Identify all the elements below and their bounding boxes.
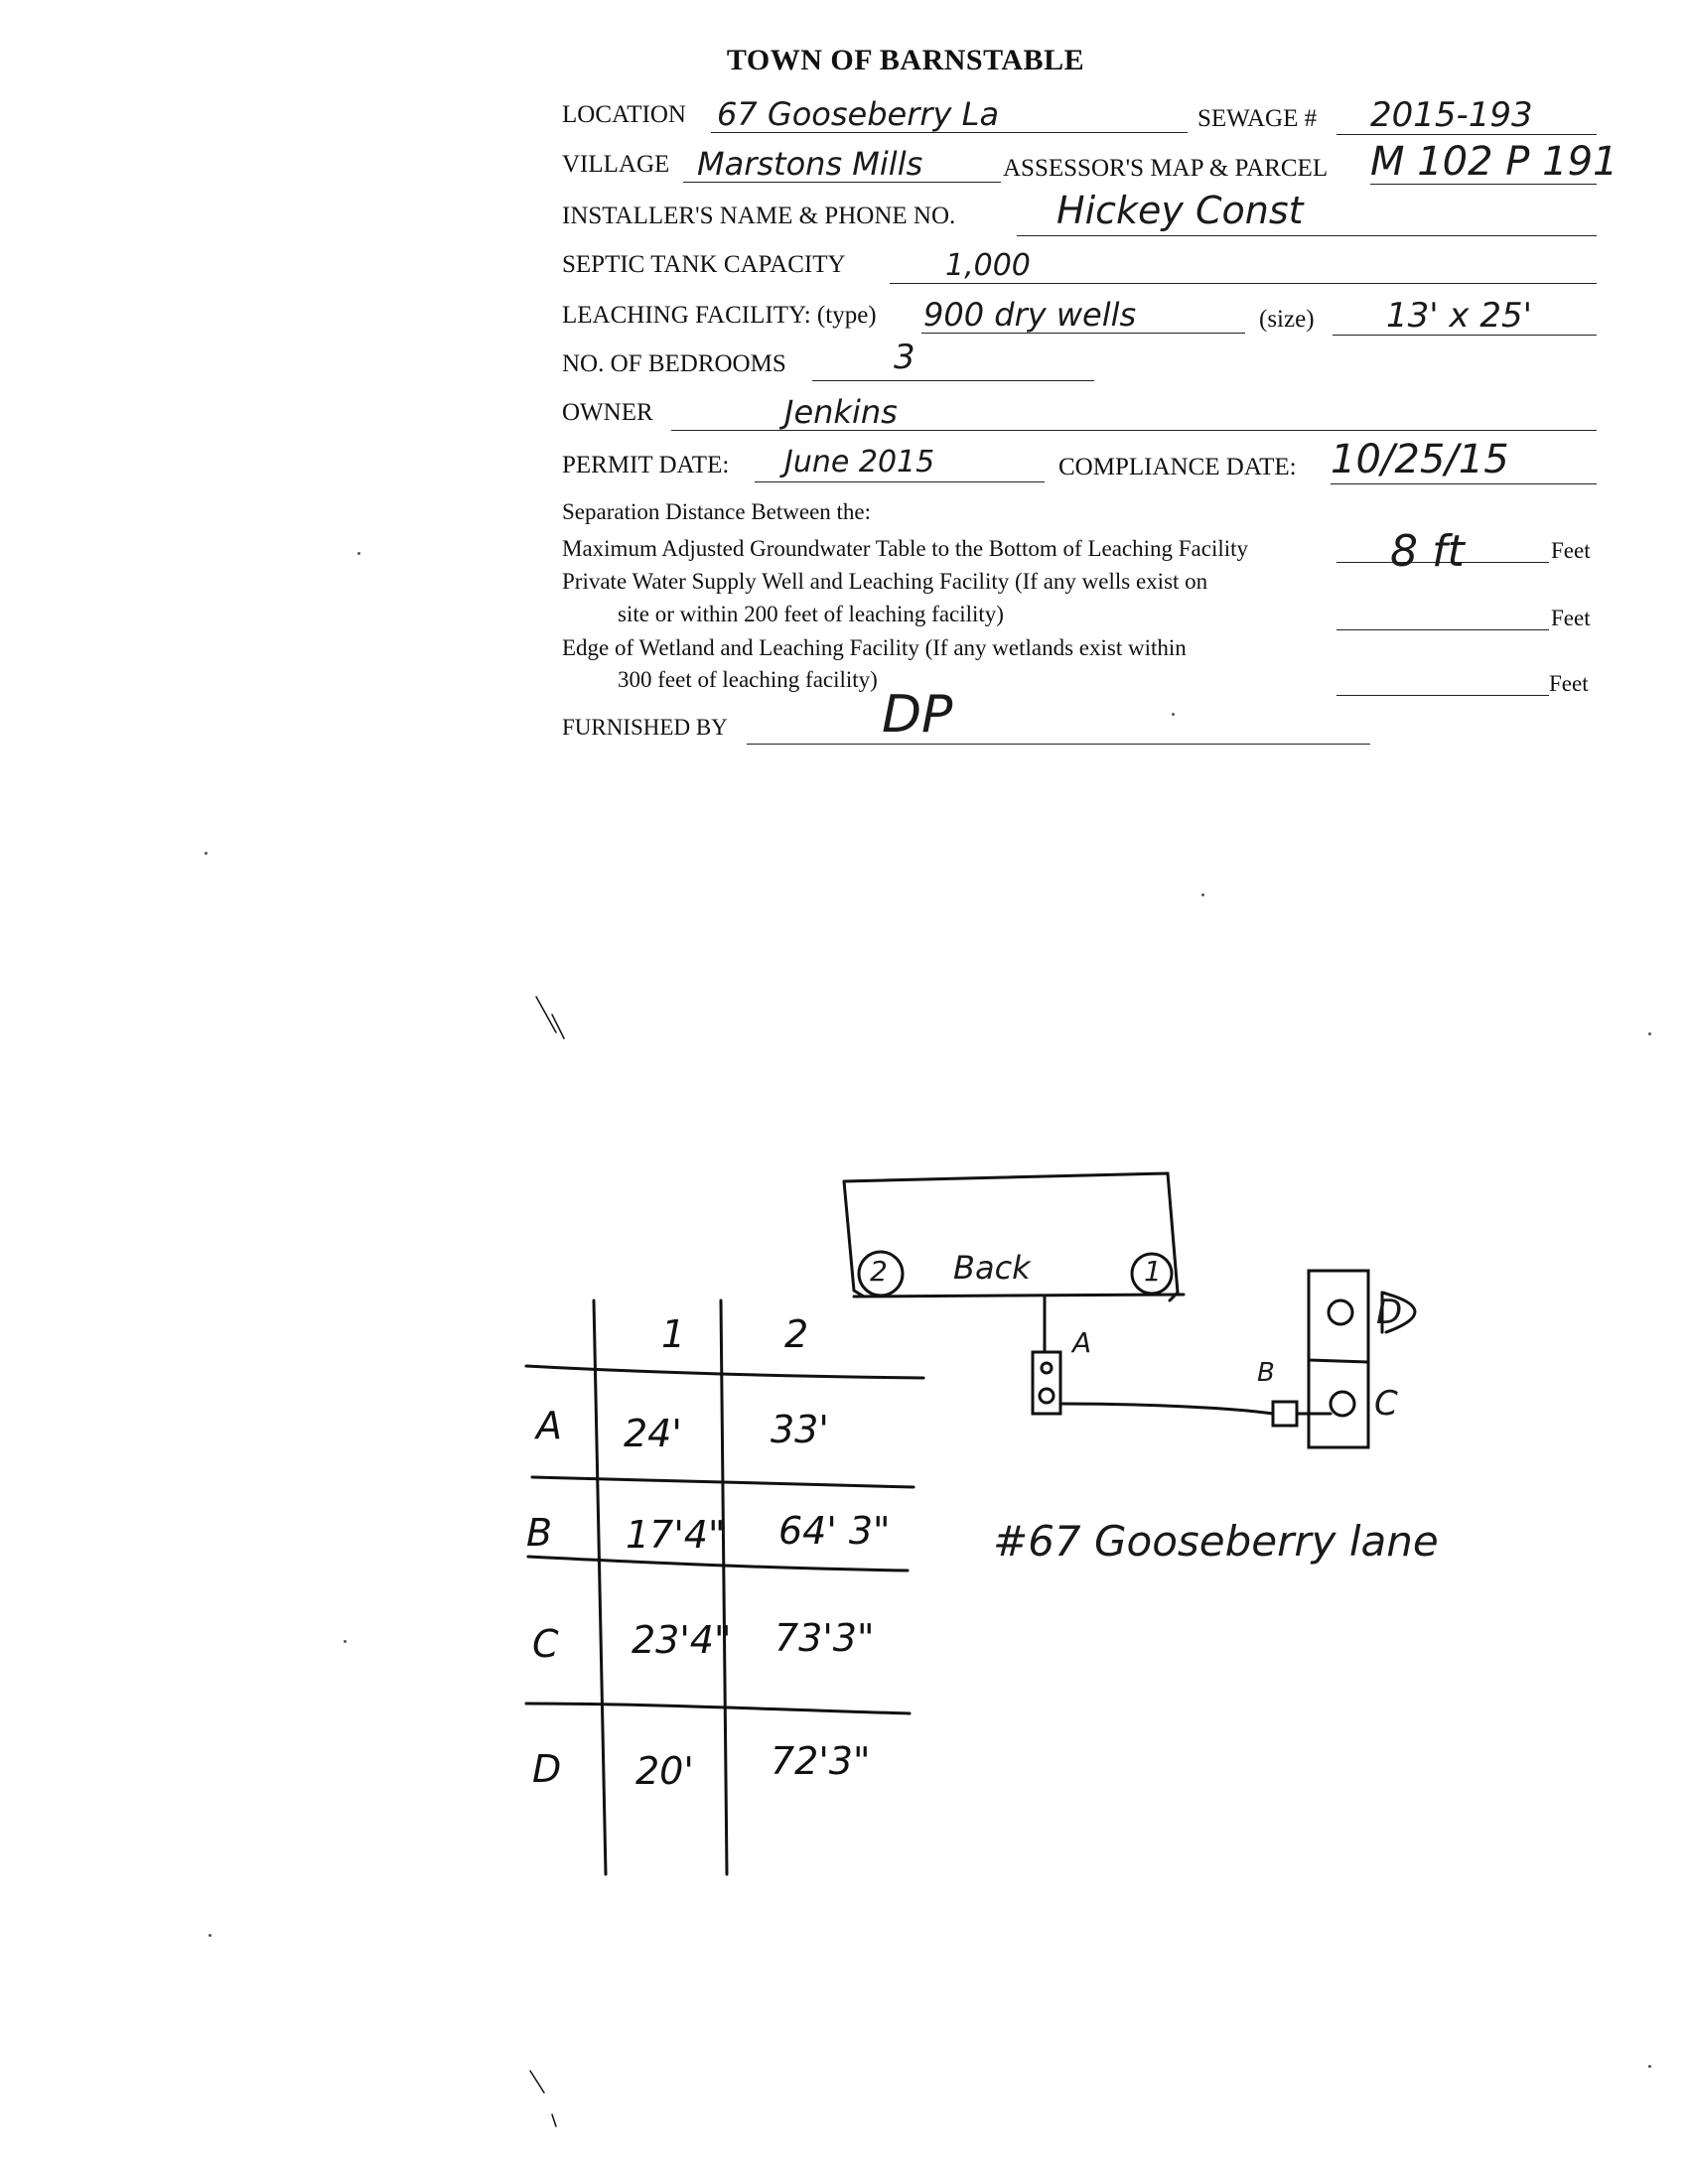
size-label: (size) — [1259, 306, 1315, 333]
table-row-label-a: A — [536, 1404, 562, 1447]
location-value: 67 Gooseberry La — [717, 95, 1000, 133]
table-cell-c-1: 23'4" — [632, 1618, 732, 1662]
well-d-circle — [1329, 1300, 1352, 1324]
separation-well-label-2: site or within 200 feet of leaching facility) — [618, 602, 1004, 626]
size-value: 13' x 25' — [1386, 296, 1532, 336]
scan-speck — [357, 552, 360, 555]
well-feet-label: Feet — [1551, 606, 1591, 630]
sewage-value: 2015-193 — [1370, 95, 1533, 135]
point-a-label: A — [1072, 1326, 1092, 1359]
distribution-box-b — [1273, 1402, 1297, 1426]
wetland-feet-label: Feet — [1549, 671, 1589, 696]
separation-heading: Separation Distance Between the: — [562, 499, 872, 524]
leaching-value: 900 dry wells — [923, 296, 1137, 334]
table-cell-a-1: 24' — [624, 1412, 682, 1455]
leaching-label: LEACHING FACILITY: (type) — [562, 302, 877, 329]
table-row-label-d: D — [532, 1747, 562, 1791]
installer-label: INSTALLER'S NAME & PHONE NO. — [562, 203, 956, 229]
groundwater-value: 8 ft — [1390, 526, 1465, 577]
permit-value: June 2015 — [784, 445, 935, 479]
groundwater-feet-label: Feet — [1551, 538, 1591, 563]
scan-speck — [209, 1934, 211, 1937]
scan-speck — [1648, 1032, 1651, 1035]
corner-2-label: 2 — [870, 1255, 888, 1288]
separation-groundwater-label: Maximum Adjusted Groundwater Table to the Bottom of Leaching Facility — [562, 536, 1249, 561]
table-hline-3 — [526, 1704, 910, 1713]
address-note: #67 Gooseberry lane — [993, 1517, 1439, 1566]
compliance-value: 10/25/15 — [1331, 437, 1509, 482]
table-hline-2 — [528, 1557, 908, 1570]
point-c-label: C — [1374, 1384, 1398, 1424]
scan-speck — [1648, 2065, 1651, 2068]
table-cell-b-2: 64' 3" — [778, 1509, 891, 1553]
scan-speck — [1172, 713, 1175, 716]
point-d-label: D — [1376, 1293, 1403, 1332]
corner-1-label: 1 — [1144, 1255, 1162, 1288]
assessor-label: ASSESSOR'S MAP & PARCEL — [1003, 155, 1329, 182]
furnished-label: FURNISHED BY — [562, 715, 728, 740]
pipe-tank-to-box — [1062, 1404, 1273, 1414]
assessor-value: M 102 P 191 — [1370, 139, 1618, 185]
furnished-signature: DP — [882, 685, 953, 745]
bedrooms-value: 3 — [894, 338, 915, 377]
table-row-label-b: B — [526, 1511, 553, 1555]
table-cell-a-2: 33' — [771, 1408, 829, 1451]
table-vline-2 — [721, 1300, 727, 1874]
point-b-label: B — [1257, 1358, 1275, 1388]
well-c-circle — [1331, 1392, 1354, 1416]
compliance-label: COMPLIANCE DATE: — [1058, 454, 1297, 480]
bedrooms-label: NO. OF BEDROOMS — [562, 350, 786, 377]
tank-a — [1033, 1352, 1060, 1414]
table-hline-header — [526, 1366, 923, 1378]
separation-wetland-label-1: Edge of Wetland and Leaching Facility (If any wetlands exist within — [562, 635, 1187, 660]
scan-speck — [205, 852, 208, 855]
owner-label: OWNER — [562, 399, 653, 426]
separation-wetland-label-2: 300 feet of leaching facility) — [618, 667, 878, 692]
owner-value: Jenkins — [784, 393, 898, 431]
table-cell-d-1: 20' — [635, 1749, 694, 1793]
village-label: VILLAGE — [562, 151, 670, 178]
form-title: TOWN OF BARNSTABLE — [726, 44, 1085, 76]
table-cell-b-1: 17'4" — [626, 1513, 726, 1557]
table-header-col-2: 2 — [784, 1312, 809, 1356]
location-label: LOCATION — [562, 101, 686, 128]
septic-label: SEPTIC TANK CAPACITY — [562, 251, 846, 278]
permit-label: PERMIT DATE: — [562, 452, 730, 478]
table-vline-1 — [594, 1300, 606, 1874]
village-value: Marstons Mills — [697, 145, 923, 183]
septic-value: 1,000 — [945, 248, 1031, 283]
separation-well-label-1: Private Water Supply Well and Leaching Facility (If any wells exist on — [562, 569, 1208, 594]
scan-speck — [1201, 893, 1204, 896]
sewage-label: SEWAGE # — [1197, 105, 1318, 132]
installer-value: Hickey Const — [1056, 189, 1304, 232]
back-label: Back — [953, 1249, 1031, 1287]
table-cell-d-2: 72'3" — [771, 1739, 871, 1783]
table-header-col-1: 1 — [661, 1312, 686, 1356]
scan-speck — [344, 1640, 347, 1643]
table-row-label-c: C — [532, 1622, 559, 1666]
table-cell-c-2: 73'3" — [774, 1616, 875, 1660]
